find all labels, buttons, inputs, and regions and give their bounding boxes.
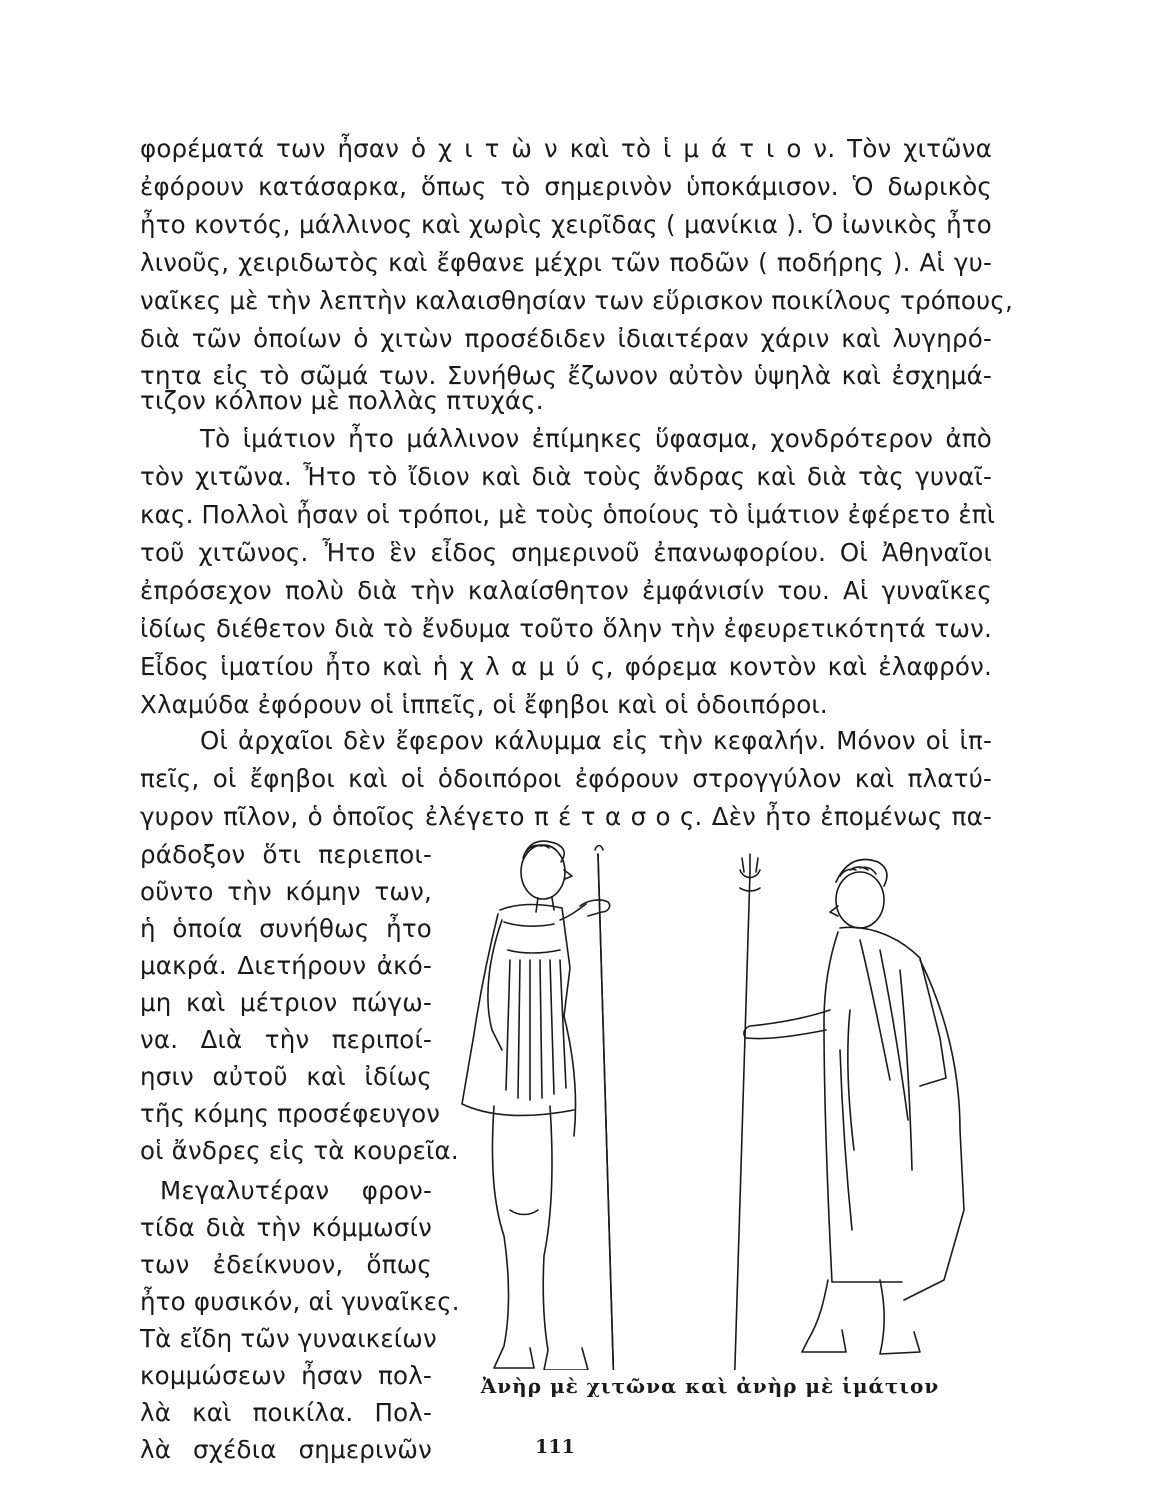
text-line: Οἱ ἀρχαῖοι δὲν ἔφερον κάλυμμα εἰς τὴν κεφαλήν. Μόνον οἱ ἱπ- [200,726,992,755]
text-line: ἦτο φυσικόν, αἱ γυναῖκες. [140,1287,460,1316]
text-line: διὰ τῶν ὁποίων ὁ χιτὼν προσέδιδεν ἰδιαιτέραν χάριν καὶ λυγηρό- [140,324,992,353]
text-line: τοῦ χιτῶνος. Ἦτο ἓν εἶδος σημερινοῦ ἐπανωφορίου. Οἱ Ἀθηναῖοι [140,538,992,567]
text-line: ἡ ὁποία συνήθως ἦτο [140,914,432,943]
text-line: τητα εἰς τὸ σῶμά των. Συνήθως ἔζωνον αὐτὸν ὑψηλὰ καὶ ἐσχημά- [140,361,992,390]
text-line: ησιν αὐτοῦ καὶ ἰδίως [140,1062,432,1091]
text-line: οῦντο τὴν κόμην των, [140,877,432,906]
text-line: Τὰ εἴδη τῶν γυναικείων [140,1324,437,1353]
text-line: ράδοξον ὅτι περιεποι- [140,840,432,869]
text-line: Τὸ ἱμάτιον ἦτο μάλλινον ἐπίμηκες ὕφασμα, χονδρότερον ἀπὸ [200,424,992,453]
figure-caption: Ἀνὴρ μὲ χιτῶνα καὶ ἀνὴρ μὲ ἱμάτιον [480,1374,940,1398]
staff [598,854,622,1370]
text-line: γυρον πῖλον, ὁ ὁποῖος ἐλέγετο π έ τ α σ ο ς. Δὲν ἦτο ἐπομένως πα- [140,802,992,831]
text-line: ἐφόρουν κατάσαρκα, ὅπως τὸ σημερινὸν ὑποκάμισον. Ὁ δωρικὸς [140,172,992,201]
text-line: Μεγαλυτέραν φρον- [160,1176,432,1205]
text-line: ἐπρόσεχον πολὺ διὰ τὴν καλαίσθητον ἐμφάνισίν του. Αἱ γυναῖκες [140,576,992,605]
text-line: πεῖς, οἱ ἔφηβοι καὶ οἱ ὁδοιπόροι ἐφόρουν στρογγύλον καὶ πλατύ- [140,764,992,793]
spear [726,872,750,1370]
text-line: ἦτο κοντός, μάλλινος καὶ χωρὶς χειρῖδας ( μανίκια ). Ὁ ἰωνικὸς ἦτο [140,210,992,239]
text-line: τίδα διὰ τὴν κόμμωσίν [140,1213,432,1242]
text-line: Εἶδος ἱματίου ἦτο καὶ ἡ χ λ α μ ύ ς, φόρεμα κοντὸν καὶ ἐλαφρόν. [140,652,992,681]
text-line: κομμώσεων ἦσαν πολ- [140,1361,432,1390]
page-number: 111 [535,1436,575,1458]
man-with-chiton [462,841,622,1370]
man-with-himation [726,854,964,1370]
text-line: τὸν χιτῶνα. Ἦτο τὸ ἴδιον καὶ διὰ τοὺς ἄνδρας καὶ διὰ τὰς γυναῖ- [140,462,992,491]
text-line: μακρά. Διετήρουν ἀκό- [140,951,432,980]
text-line: λὰ καὶ ποικίλα. Πολ- [140,1398,432,1427]
text-line: των ἐδείκνυον, ὅπως [140,1250,432,1279]
text-line: κας. Πολλοὶ ἦσαν οἱ τρόποι, μὲ τοὺς ὁποίους τὸ ἱμάτιον ἐφέρετο ἐπὶ [140,500,996,529]
text-line: ἰδίως διέθετον διὰ τὸ ἔνδυμα τοῦτο ὅλην τὴν ἐφευρετικότητά των. [140,614,992,643]
text-line: τῆς κόμης προσέφευγον [140,1099,441,1128]
text-line: Χλαμύδα ἐφόρουν οἱ ἱππεῖς, οἱ ἔφηβοι καὶ οἱ ὁδοιπόροι. [140,690,828,719]
text-line: φορέματά των ἦσαν ὁ χ ι τ ὼ ν καὶ τὸ ἱ μ ά τ ι ο ν. Τὸν χιτῶνα [140,134,992,163]
illustration-two-men [440,810,980,1370]
text-line: λινοῦς, χειριδωτὸς καὶ ἔφθανε μέχρι τῶν ποδῶν ( ποδήρης ). Αἱ γυ- [140,248,992,277]
text-line: οἱ ἄνδρες εἰς τὰ κουρεῖα. [140,1136,459,1165]
text-line: τιζον κόλπον μὲ πολλὰς πτυχάς. [140,386,544,415]
text-line: λὰ σχέδια σημερινῶν [140,1435,432,1464]
text-line: ναῖκες μὲ τὴν λεπτὴν καλαισθησίαν των εὕρισκον ποικίλους τρόπους, [140,286,1014,315]
text-line: μη καὶ μέτριον πώγω- [140,988,432,1017]
text-line: να. Διὰ τὴν περιποί- [140,1025,432,1054]
